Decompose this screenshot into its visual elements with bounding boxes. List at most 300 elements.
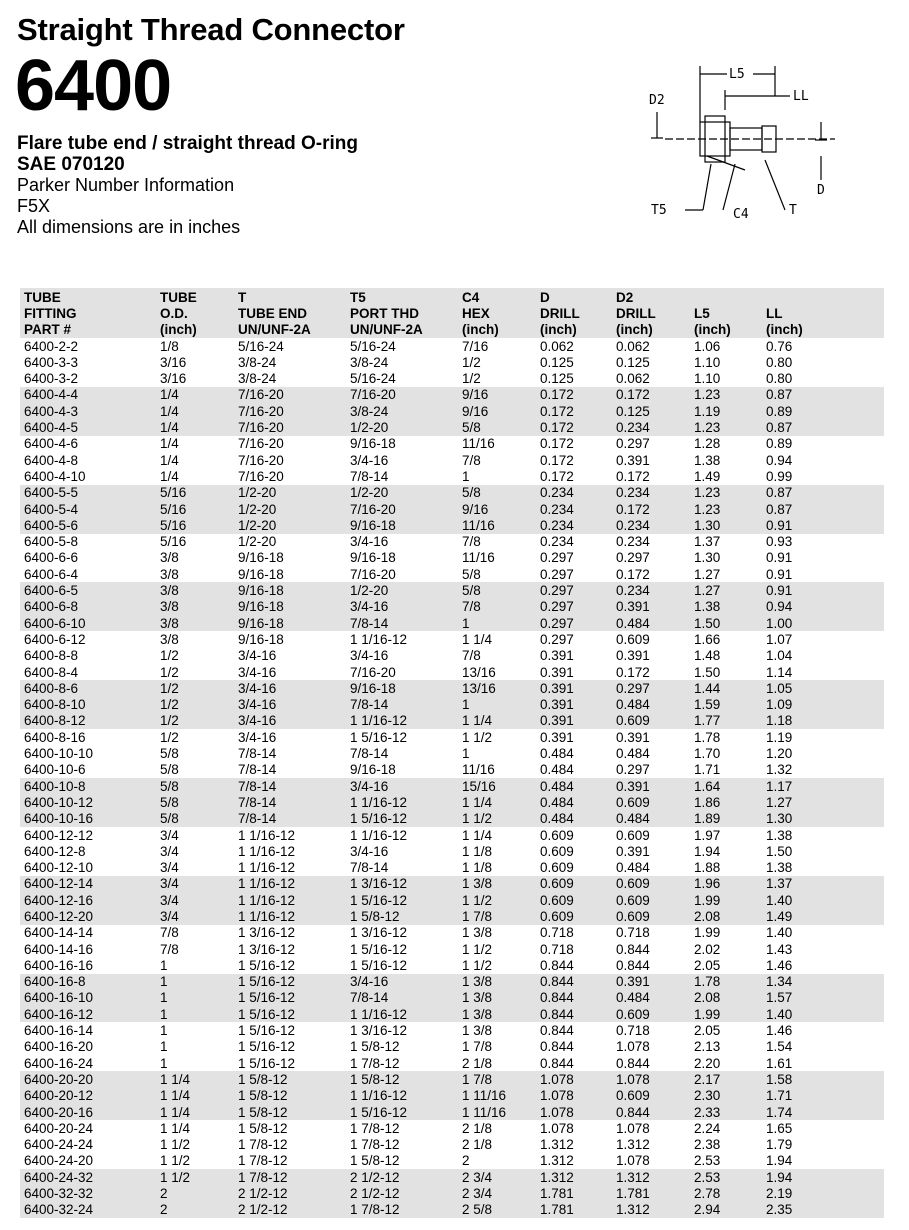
table-cell: 1 [462, 746, 470, 762]
table-cell: 1/8 [160, 338, 179, 354]
table-cell: 1.312 [616, 1137, 650, 1153]
table-cell: 11/16 [462, 762, 495, 778]
table-cell: 1 3/16-12 [350, 1023, 408, 1039]
table-cell: 2 5/8 [458, 1202, 536, 1218]
table-cell: 0.609 [540, 827, 574, 843]
table-cell: 7/8-14 [346, 990, 458, 1006]
table-cell: 0.234 [536, 517, 612, 533]
table-cell: 6400-24-32 [20, 1169, 156, 1185]
table-cell: 3/8-24 [346, 403, 458, 419]
table-cell: 7/8 [160, 925, 179, 941]
table-cell: 3/8 [160, 566, 179, 582]
table-cell: 3/4-16 [350, 534, 389, 550]
table-cell: 1.99 [690, 892, 762, 908]
table-cell: 2.94 [690, 1202, 762, 1218]
connector-diagram [645, 60, 845, 230]
table-row [20, 843, 884, 859]
header-t: T TUBE END UN/UNF-2A [234, 288, 346, 338]
table-row [20, 419, 884, 435]
table-cell: 1 5/16-12 [346, 892, 458, 908]
table-row [20, 1120, 884, 1136]
table-cell: 2.02 [694, 941, 721, 957]
table-cell: 7/16-20 [234, 387, 346, 403]
table-cell: 2 1/2-12 [234, 1185, 346, 1201]
table-cell: 1 [458, 697, 536, 713]
table-row [20, 762, 884, 778]
table-cell: 3/8-24 [350, 354, 389, 370]
table-row [20, 860, 884, 876]
table-cell: 2.05 [694, 1023, 721, 1039]
table-cell: 1 1/2 [462, 941, 493, 957]
table-cell: 7/8 [160, 941, 179, 957]
diagram-label-t: T [789, 203, 797, 218]
table-cell: 0.609 [612, 1006, 690, 1022]
table-cell: 0.484 [612, 615, 690, 631]
table-cell: 6400-10-10 [24, 746, 94, 762]
diagram-label-ll: LL [793, 89, 809, 104]
table-cell: 1/4 [160, 452, 179, 468]
table-cell: 6400-3-2 [24, 371, 79, 387]
table-cell: 1 1/4 [156, 1104, 234, 1120]
table-cell: 5/16 [156, 517, 234, 533]
header-d2: D2 DRILL (inch) [612, 288, 690, 338]
table-cell: 2 3/4 [458, 1169, 536, 1185]
table-cell: 1 3/8 [458, 974, 536, 990]
table-cell: 1 [160, 1055, 168, 1071]
table-cell: 6400-2-2 [24, 338, 79, 354]
table-cell: 1 1/16-12 [346, 713, 458, 729]
table-cell: 11/16 [462, 550, 495, 566]
table-cell: 0.609 [612, 876, 690, 892]
table-cell: 15/16 [458, 778, 536, 794]
table-cell: 1 1/8 [462, 843, 493, 859]
table-cell: 1 5/16-12 [238, 1039, 296, 1055]
table-cell: 7/8-14 [234, 811, 346, 827]
table-cell: 7/16-20 [234, 419, 346, 435]
table-cell: 1.20 [766, 746, 793, 762]
table-cell: 3/4-16 [238, 729, 277, 745]
table-cell: 9/16-18 [234, 582, 346, 598]
table-cell: 0.234 [612, 582, 690, 598]
table-cell: 2 1/8 [462, 1120, 493, 1136]
table-cell: 1/2 [160, 648, 179, 664]
table-cell: 0.80 [766, 371, 793, 387]
table-cell: 1.46 [766, 957, 793, 973]
table-cell: 5/8 [160, 746, 179, 762]
table-cell: 9/16-18 [346, 517, 458, 533]
table-cell: 1 5/16-12 [238, 1055, 296, 1071]
table-cell: 7/8-14 [350, 860, 389, 876]
table-cell: 6400-16-14 [24, 1023, 94, 1039]
table-row [20, 582, 884, 598]
table-cell: 1 1/2 [462, 957, 493, 973]
table-row [20, 1071, 884, 1087]
table-cell: 1.781 [536, 1202, 612, 1218]
table-row [20, 1022, 884, 1038]
table-cell: 0.718 [540, 925, 574, 941]
table-cell: 1.46 [766, 1023, 793, 1039]
table-row [20, 371, 884, 387]
table-cell: 1/2 [156, 713, 234, 729]
table-cell: 5/16-24 [350, 338, 396, 354]
table-cell: 9/16-18 [350, 762, 396, 778]
table-cell: 3/4 [156, 892, 234, 908]
table-cell: 1 5/8-12 [350, 1039, 400, 1055]
diagram-label-d: D [817, 183, 825, 198]
table-cell: 9/16-18 [346, 680, 458, 696]
table-cell: 6400-5-4 [20, 501, 156, 517]
table-cell: 7/8-14 [346, 615, 458, 631]
table-cell: 0.609 [536, 908, 612, 924]
table-cell: 3/4 [160, 827, 179, 843]
table-cell: 1 1/4 [458, 794, 536, 810]
table-cell: 9/16-18 [238, 566, 284, 582]
table-cell: 1/4 [160, 468, 179, 484]
table-cell: 6400-6-12 [24, 631, 86, 647]
table-cell: 0.94 [766, 452, 793, 468]
table-cell: 1.14 [766, 664, 793, 680]
table-cell: 2.24 [694, 1120, 721, 1136]
table-cell: 1.781 [536, 1185, 612, 1201]
table-cell: 6400-5-5 [20, 485, 156, 501]
table-cell: 0.297 [536, 582, 612, 598]
table-cell: 7/16-20 [346, 387, 458, 403]
table-cell: 0.297 [536, 615, 612, 631]
table-cell: 6400-20-24 [24, 1120, 94, 1136]
table-row [20, 729, 884, 745]
table-cell: 1.09 [762, 697, 884, 713]
table-cell: 6400-6-6 [24, 550, 79, 566]
table-cell: 0.172 [540, 436, 574, 452]
table-cell: 0.125 [616, 354, 650, 370]
table-row [20, 354, 884, 370]
table-cell: 6400-16-24 [24, 1055, 94, 1071]
table-cell: 7/16-20 [350, 664, 396, 680]
table-row [20, 403, 884, 419]
table-cell: 6400-10-12 [20, 794, 156, 810]
table-cell: 6400-6-10 [20, 615, 156, 631]
table-cell: 5/16-24 [350, 371, 396, 387]
table-cell: 1.27 [762, 794, 884, 810]
table-row [20, 1153, 884, 1169]
table-cell: 1.27 [694, 566, 721, 582]
table-cell: 1 5/16-12 [238, 957, 296, 973]
table-cell: 1.49 [762, 908, 884, 924]
table-cell: 5/8 [156, 811, 234, 827]
table-cell: 6400-6-5 [20, 582, 156, 598]
table-cell: 9/16 [458, 403, 536, 419]
table-row [20, 941, 884, 957]
table-cell: 1/2 [160, 729, 179, 745]
table-cell: 1.38 [690, 599, 762, 615]
table-cell: 0.718 [616, 925, 650, 941]
table-cell: 1.078 [616, 1039, 650, 1055]
table-cell: 0.484 [612, 697, 690, 713]
table-cell: 1 1/2 [458, 892, 536, 908]
table-cell: 1.17 [762, 778, 884, 794]
page-title: Straight Thread Connector [17, 12, 405, 47]
table-cell: 1 3/16-12 [238, 941, 296, 957]
table-cell: 1 3/16-12 [238, 925, 296, 941]
table-cell: 0.297 [540, 566, 574, 582]
header-d: D DRILL (inch) [536, 288, 612, 338]
table-cell: 2.53 [690, 1169, 762, 1185]
table-cell: 0.844 [540, 1023, 574, 1039]
table-cell: 2 1/8 [462, 1055, 493, 1071]
table-cell: 1.78 [694, 729, 721, 745]
table-cell: 2.20 [694, 1055, 721, 1071]
table-cell: 1.078 [540, 1120, 574, 1136]
table-cell: 6400-24-20 [24, 1153, 94, 1169]
table-row [20, 811, 884, 827]
table-cell: 3/16 [160, 371, 187, 387]
table-cell: 0.297 [540, 631, 574, 647]
table-cell: 1.32 [766, 762, 793, 778]
table-cell: 1/2-20 [234, 517, 346, 533]
sae-standard: SAE 070120 [17, 154, 125, 175]
table-cell: 6400-12-16 [20, 892, 156, 908]
table-cell: 0.93 [766, 534, 793, 550]
header-part: TUBE FITTING PART # [20, 288, 156, 338]
table-cell: 0.844 [616, 957, 650, 973]
table-row [20, 794, 884, 810]
table-cell: 6400-16-8 [20, 974, 156, 990]
table-cell: 0.172 [540, 452, 574, 468]
table-cell: 6400-14-14 [24, 925, 94, 941]
table-cell: 7/16-20 [350, 566, 396, 582]
table-cell: 0.80 [766, 354, 793, 370]
table-cell: 6400-10-6 [24, 762, 86, 778]
table-row [20, 778, 884, 794]
table-cell: 1.50 [766, 843, 793, 859]
table-cell: 0.391 [616, 843, 650, 859]
table-cell: 5/8 [458, 582, 536, 598]
table-cell: 0.297 [616, 550, 650, 566]
table-cell: 1 3/8 [462, 1023, 493, 1039]
table-cell: 1.312 [536, 1169, 612, 1185]
table-cell: 1 7/8 [458, 908, 536, 924]
table-cell: 1 [156, 974, 234, 990]
table-cell: 6400-4-3 [20, 403, 156, 419]
table-cell: 1.94 [762, 1169, 884, 1185]
table-row [20, 745, 884, 761]
table-cell: 3/4 [160, 860, 179, 876]
table-cell: 6400-24-24 [24, 1137, 94, 1153]
table-cell: 1.58 [762, 1071, 884, 1087]
table-row [20, 452, 884, 468]
table-cell: 2 [156, 1185, 234, 1201]
table-cell: 7/8 [462, 452, 481, 468]
table-cell: 1.078 [612, 1071, 690, 1087]
table-cell: 0.609 [612, 908, 690, 924]
table-cell: 6400-8-10 [20, 697, 156, 713]
table-cell: 0.484 [612, 811, 690, 827]
table-cell: 1.19 [766, 729, 793, 745]
table-cell: 0.391 [612, 974, 690, 990]
table-cell: 1.19 [690, 403, 762, 419]
table-cell: 1/4 [160, 436, 179, 452]
table-row [20, 338, 884, 354]
table-cell: 0.062 [616, 371, 650, 387]
table-header-row [20, 288, 884, 338]
table-row [20, 615, 884, 631]
table-cell: 0.844 [540, 1039, 574, 1055]
table-cell: 1.06 [694, 338, 721, 354]
table-cell: 1/2-20 [234, 501, 346, 517]
units-note: All dimensions are in inches [17, 217, 241, 237]
table-cell: 1 3/8 [462, 925, 493, 941]
table-cell: 1.00 [762, 615, 884, 631]
table-cell: 2 1/2-12 [346, 1169, 458, 1185]
table-cell: 7/16-20 [238, 452, 284, 468]
table-cell: 1 7/8-12 [350, 1137, 400, 1153]
table-cell: 1.078 [616, 1120, 650, 1136]
table-cell: 6400-6-4 [24, 566, 79, 582]
table-cell: 1 1/16-12 [238, 843, 296, 859]
table-cell: 1.89 [690, 811, 762, 827]
table-cell: 1 1/16-12 [350, 827, 408, 843]
table-cell: 0.234 [540, 534, 574, 550]
table-cell: 3/4-16 [238, 648, 277, 664]
table-cell: 1 11/16 [458, 1088, 536, 1104]
table-cell: 0.609 [616, 631, 650, 647]
table-cell: 0.844 [540, 1055, 574, 1071]
table-cell: 6400-8-4 [24, 664, 79, 680]
table-cell: 1.74 [762, 1104, 884, 1120]
table-cell: 0.234 [612, 419, 690, 435]
product-info [17, 133, 358, 238]
table-cell: 0.297 [612, 680, 690, 696]
table-cell: 0.172 [536, 403, 612, 419]
table-cell: 1 5/16-12 [350, 941, 408, 957]
table-row [20, 680, 884, 696]
parker-label: Parker Number Information [17, 175, 235, 195]
table-cell: 1 1/2 [458, 811, 536, 827]
table-cell: 0.609 [612, 713, 690, 729]
table-cell: 1.54 [766, 1039, 793, 1055]
spec-table [20, 288, 884, 1218]
table-cell: 1.312 [612, 1202, 690, 1218]
table-cell: 5/8 [458, 485, 536, 501]
table-cell: 2 1/2-12 [346, 1185, 458, 1201]
table-row [20, 876, 884, 892]
table-cell: 6400-8-12 [20, 713, 156, 729]
table-cell: 1 1/16-12 [238, 860, 296, 876]
table-cell: 0.172 [612, 501, 690, 517]
table-cell: 1 3/16-12 [346, 876, 458, 892]
table-cell: 7/16-20 [234, 403, 346, 419]
table-cell: 1.078 [536, 1071, 612, 1087]
table-cell: 2 3/4 [458, 1185, 536, 1201]
table-cell: 1.66 [694, 631, 721, 647]
table-cell: 0.484 [536, 794, 612, 810]
table-cell: 7/8-14 [238, 762, 277, 778]
table-cell: 1.61 [766, 1055, 793, 1071]
table-cell: 0.391 [616, 648, 650, 664]
table-row [20, 1185, 884, 1201]
table-cell: 0.484 [540, 762, 574, 778]
table-cell: 2.78 [690, 1185, 762, 1201]
table-cell: 6400-5-6 [20, 517, 156, 533]
table-cell: 1 1/2 [160, 1153, 191, 1169]
table-cell: 1/4 [156, 419, 234, 435]
table-cell: 13/16 [462, 664, 496, 680]
table-cell: 0.844 [536, 1006, 612, 1022]
table-cell: 6400-12-20 [20, 908, 156, 924]
table-cell: 1.34 [762, 974, 884, 990]
table-cell: 2 [462, 1153, 470, 1169]
table-row [20, 631, 884, 647]
table-cell: 2.05 [694, 957, 721, 973]
table-cell: 1.86 [690, 794, 762, 810]
table-cell: 0.91 [762, 582, 884, 598]
table-cell: 2.17 [690, 1071, 762, 1087]
table-cell: 1/2 [156, 697, 234, 713]
table-cell: 1 5/16-12 [350, 957, 408, 973]
table-cell: 1.40 [762, 892, 884, 908]
table-cell: 1.07 [766, 631, 793, 647]
table-cell: 1 5/16-12 [234, 1006, 346, 1022]
table-cell: 1.94 [694, 843, 721, 859]
table-cell: 0.391 [612, 599, 690, 615]
table-cell: 6400-6-8 [20, 599, 156, 615]
table-cell: 2.35 [762, 1202, 884, 1218]
table-row [20, 436, 884, 452]
table-cell: 3/4-16 [234, 713, 346, 729]
table-cell: 3/16 [160, 354, 187, 370]
table-cell: 0.297 [536, 599, 612, 615]
table-cell: 1.94 [766, 1153, 793, 1169]
table-cell: 6400-8-8 [24, 648, 79, 664]
table-cell: 5/16 [156, 501, 234, 517]
table-cell: 1.96 [690, 876, 762, 892]
table-cell: 0.609 [536, 876, 612, 892]
table-cell: 1 3/8 [458, 990, 536, 1006]
table-cell: 0.172 [616, 468, 650, 484]
table-cell: 6400-14-16 [24, 941, 94, 957]
table-cell: 1 5/16-12 [346, 811, 458, 827]
table-cell: 1.37 [762, 876, 884, 892]
table-cell: 0.234 [616, 534, 650, 550]
table-cell: 6400-32-24 [20, 1202, 156, 1218]
table-row [20, 892, 884, 908]
table-cell: 6400-8-6 [20, 680, 156, 696]
table-cell: 1.37 [694, 534, 721, 550]
table-cell: 3/4-16 [346, 974, 458, 990]
table-cell: 0.297 [540, 550, 574, 566]
table-cell: 0.484 [536, 811, 612, 827]
table-cell: 1 1/16-12 [346, 794, 458, 810]
table-cell: 1 5/16-12 [234, 974, 346, 990]
table-row [20, 501, 884, 517]
table-cell: 2.53 [694, 1153, 721, 1169]
table-cell: 1 1/16-12 [350, 631, 408, 647]
table-cell: 1/2 [156, 680, 234, 696]
table-cell: 1.078 [536, 1088, 612, 1104]
table-cell: 1 5/8-12 [234, 1104, 346, 1120]
table-cell: 1 [462, 468, 470, 484]
table-cell: 1 5/8-12 [234, 1071, 346, 1087]
table-cell: 1.30 [690, 517, 762, 533]
table-cell: 0.234 [612, 485, 690, 501]
table-cell: 6400-20-12 [20, 1088, 156, 1104]
table-cell: 5/16 [160, 534, 187, 550]
table-cell: 0.391 [616, 729, 650, 745]
table-row [20, 1137, 884, 1153]
table-cell: 1.30 [694, 550, 721, 566]
table-cell: 1.312 [540, 1137, 574, 1153]
table-cell: 0.844 [616, 941, 650, 957]
